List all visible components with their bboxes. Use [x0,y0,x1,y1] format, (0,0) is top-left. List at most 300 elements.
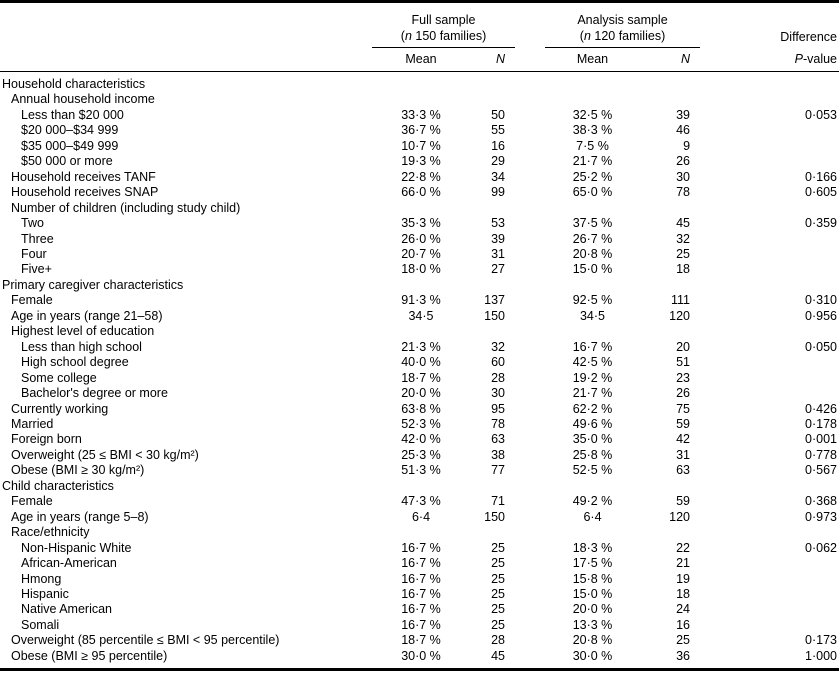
table-header [0,2,839,72]
row-label: Two [21,216,44,231]
cell-n-analysis: 18 [676,586,691,601]
cell-mean-full: 18·0 % [401,262,441,277]
cell-p-value: 0·368 [805,494,838,509]
cell-mean-analysis: 26·7 % [572,231,613,246]
cell-mean-full: 16·7 % [401,540,441,555]
cell-mean-analysis: 17·5 % [572,556,613,571]
row-label: Currently working [11,401,109,416]
table-row [0,72,839,93]
cell-mean-full: 20·7 % [401,246,441,261]
cell-n-analysis: 26 [676,154,691,169]
pvalue-header: P-value [700,48,839,72]
cell-n-analysis: 20 [676,339,691,354]
cell-p-value: 0·605 [805,185,838,200]
table-row [0,185,839,200]
row-label: $20 000–$34 999 [21,123,119,138]
cell-gap [515,72,545,93]
cell-mean-analysis: 13·3 % [572,617,613,632]
cell-n-analysis: 45 [676,216,691,231]
cell-mean-full [372,324,470,339]
cell-n-analysis: 63 [676,463,691,478]
row-label: Somali [21,617,60,632]
table-row [0,170,839,185]
row-label: Foreign born [11,432,82,447]
cell-p-value [700,587,839,602]
cell-mean-analysis: 16·7 % [572,339,613,354]
cell-gap [515,123,545,138]
cell-gap [515,432,545,447]
cell-gap [515,293,545,308]
cell-n-analysis: 120 [669,308,691,323]
cell-n-analysis: 32 [676,231,691,246]
cell-gap [515,417,545,432]
cell-p-value [700,201,839,216]
cell-n-full: 25 [491,540,505,555]
table-row [0,355,839,370]
cell-mean-analysis [545,92,640,107]
cell-mean-analysis [545,72,640,93]
cell-n-analysis: 24 [676,602,691,617]
cell-gap [515,541,545,556]
cell-n-analysis: 16 [676,617,691,632]
row-label: Household characteristics [2,77,146,91]
cell-mean-full: 33·3 % [401,107,441,122]
cell-p-value: 0·956 [805,308,838,323]
table-row [0,479,839,494]
table-row [0,633,839,648]
cell-p-value: 0·173 [805,633,838,648]
cell-mean-analysis: 21·7 % [572,154,613,169]
cell-n-analysis: 31 [676,447,691,462]
cell-mean-analysis [545,525,640,540]
difference-label: Difference [780,29,838,44]
cell-n-analysis: 75 [676,401,691,416]
cell-n-full: 29 [491,154,505,169]
cell-n-analysis: 111 [671,293,691,308]
cell-n-analysis: 42 [676,432,691,447]
cell-n-analysis: 30 [676,169,691,184]
table-row [0,324,839,339]
cell-p-value [700,479,839,494]
cell-mean-full [372,278,470,293]
col-difference [700,2,839,48]
row-label: Bachelor's degree or more [21,386,168,401]
row-label: High school degree [21,355,129,370]
cell-mean-full: 26·0 % [401,231,441,246]
cell-mean-full: 42·0 % [401,432,441,447]
table-row [0,247,839,262]
cell-mean-analysis: 65·0 % [572,185,613,200]
row-label: Married [11,416,54,431]
cell-n-full: 63 [491,432,505,447]
cell-mean-analysis: 35·0 % [572,432,613,447]
cell-n-analysis: 39 [676,107,691,122]
cell-mean-analysis: 21·7 % [572,386,613,401]
row-label: Age in years (range 21–58) [11,308,163,323]
cell-gap [515,479,545,494]
cell-p-value [700,602,839,617]
cell-mean-analysis [545,479,640,494]
row-label: Non-Hispanic White [21,540,132,555]
cell-p-value: 0·050 [805,339,838,354]
cell-n-full [470,278,515,293]
cell-mean-analysis: 7·5 % [576,138,609,153]
row-label: Highest level of education [11,324,155,339]
cell-mean-full: 36·7 % [401,123,441,138]
cell-p-value: 0·310 [805,293,838,308]
cell-p-value [700,386,839,401]
cell-gap [515,448,545,463]
cell-gap [515,649,545,670]
cell-p-value: 0·359 [805,216,838,231]
cell-gap [515,525,545,540]
cell-gap [515,278,545,293]
cell-mean-full: 91·3 % [401,293,441,308]
cell-p-value: 0·426 [805,401,838,416]
cell-n-full: 38 [491,447,505,462]
table-row [0,216,839,231]
cell-n-full: 60 [491,355,505,370]
table-row [0,293,839,308]
cell-n-full: 25 [491,571,505,586]
cell-p-value: 0·166 [805,169,838,184]
cell-n-analysis: 59 [676,494,691,509]
cell-n-analysis: 25 [676,246,691,261]
cell-gap [515,247,545,262]
subheader-row [0,48,839,72]
cell-n-full: 150 [484,308,505,323]
cell-n-full: 25 [491,586,505,601]
row-label: Overweight (85 percentile ≤ BMI < 95 percentile) [11,633,280,648]
cell-mean-full [372,72,470,93]
cell-p-value [700,154,839,169]
full-sample-n: (n 150 families) [400,29,487,43]
cell-gap [515,494,545,509]
cell-mean-full: 35·3 % [401,216,441,231]
cell-p-value [700,262,839,277]
cell-gap [515,216,545,231]
row-label: Three [21,231,54,246]
table-row [0,92,839,107]
cell-mean-analysis: 18·3 % [572,540,613,555]
cell-p-value: 0·053 [805,107,838,122]
cell-mean-analysis: 20·0 % [572,602,613,617]
cell-gap [515,618,545,633]
cell-mean-analysis: 15·0 % [572,262,613,277]
cell-n-full: 39 [491,231,505,246]
cell-gap [515,386,545,401]
cell-mean-full: 6·4 [411,509,431,524]
cell-mean-analysis: 20·8 % [572,633,613,648]
cell-mean-full: 20·0 % [401,386,441,401]
cell-p-value [700,247,839,262]
cell-p-value [700,139,839,154]
cell-mean-analysis: 37·5 % [572,216,613,231]
cell-n-full: 16 [491,138,505,153]
cell-n-analysis [640,324,700,339]
cell-mean-analysis [545,324,640,339]
cell-mean-analysis: 25·8 % [572,447,613,462]
subheader-spacer [0,48,372,72]
cell-n-full: 31 [491,246,505,261]
cell-n-analysis: 46 [676,123,691,138]
table-row [0,201,839,216]
cell-mean-full: 66·0 % [401,185,441,200]
cell-n-analysis [640,72,700,93]
cell-mean-analysis: 49·6 % [572,416,613,431]
cell-n-full: 53 [491,216,505,231]
cell-n-analysis: 59 [676,416,691,431]
table-row [0,232,839,247]
cell-mean-analysis: 49·2 % [572,494,613,509]
cell-n-full [470,72,515,93]
cell-p-value [700,572,839,587]
row-label: African-American [21,556,117,571]
row-label: Hmong [21,571,62,586]
cell-n-full [470,479,515,494]
full-sample-label: Full sample [411,13,476,27]
cell-n-full: 77 [491,463,505,478]
cell-mean-full: 34·5 [408,308,434,323]
cell-mean-analysis: 38·3 % [572,123,613,138]
table-row [0,108,839,123]
row-label: Primary caregiver characteristics [2,277,184,292]
table-row [0,386,839,401]
table-row [0,572,839,587]
group-header-row [0,2,839,48]
cell-n-full [470,324,515,339]
cell-p-value: 0·567 [805,463,838,478]
cell-mean-full: 21·3 % [401,339,441,354]
cell-gap [515,201,545,216]
col-group-full-sample [372,2,515,48]
cell-n-analysis [640,92,700,107]
cell-mean-full: 40·0 % [401,355,441,370]
analysis-sample-n: (n 120 families) [579,29,666,43]
cell-p-value [700,371,839,386]
cell-p-value: 0·973 [805,509,838,524]
cell-gap [515,587,545,602]
cell-gap [515,262,545,277]
cell-mean-full: 16·7 % [401,586,441,601]
table-row [0,309,839,324]
cell-gap [515,232,545,247]
header-spacer [0,2,372,48]
cell-mean-full: 63·8 % [401,401,441,416]
cell-n-full [470,525,515,540]
cell-p-value [700,556,839,571]
cell-n-full: 25 [491,602,505,617]
cell-p-value: 0·778 [805,447,838,462]
cell-mean-analysis: 32·5 % [572,107,613,122]
table-row [0,494,839,509]
analysis-sample-label: Analysis sample [577,13,668,27]
row-label: Hispanic [21,586,69,601]
cell-n-analysis: 23 [676,370,691,385]
cell-gap [515,154,545,169]
row-label: Child characteristics [2,478,114,493]
cell-gap [515,463,545,478]
cell-mean-analysis: 19·2 % [572,370,613,385]
cell-n-full: 34 [491,169,505,184]
cell-mean-full: 47·3 % [401,494,441,509]
mean-header-full: Mean [372,48,470,72]
cell-p-value [700,525,839,540]
cell-p-value [700,92,839,107]
cell-gap [515,92,545,107]
table-row [0,587,839,602]
cell-gap [515,170,545,185]
cell-gap [515,556,545,571]
cell-n-analysis: 19 [676,571,691,586]
n-header-full: N [470,48,515,72]
table-row [0,649,839,670]
cell-mean-full: 19·3 % [401,154,441,169]
cell-p-value: 0·062 [805,540,838,555]
row-label: Obese (BMI ≥ 95 percentile) [11,648,168,663]
cell-gap [515,340,545,355]
cell-n-analysis: 25 [676,633,691,648]
row-label: Household receives TANF [11,169,156,184]
cell-n-full [470,201,515,216]
cell-n-analysis [640,525,700,540]
cell-n-analysis: 21 [676,556,691,571]
table-row [0,463,839,478]
row-label: Overweight (25 ≤ BMI < 30 kg/m²) [11,447,199,462]
cell-gap [515,572,545,587]
cell-gap [515,185,545,200]
cell-n-analysis: 78 [676,185,691,200]
cell-mean-full: 16·7 % [401,556,441,571]
row-label: Household receives SNAP [11,185,159,200]
cell-p-value: 1·000 [805,648,838,663]
cell-mean-analysis: 15·8 % [572,571,613,586]
row-label: Female [11,494,53,509]
cell-mean-analysis: 62·2 % [572,401,613,416]
cell-n-full [470,92,515,107]
header-gap [515,2,545,48]
cell-n-analysis: 36 [676,648,691,663]
cell-mean-full [372,479,470,494]
row-label: Age in years (range 5–8) [11,509,149,524]
row-label: Native American [21,602,113,617]
cell-mean-analysis [545,278,640,293]
cell-gap [515,324,545,339]
cell-n-analysis: 51 [676,355,691,370]
table-row [0,525,839,540]
table-row [0,510,839,525]
col-group-analysis-sample [545,2,700,48]
cell-n-analysis: 120 [669,509,691,524]
table-row [0,417,839,432]
cell-n-full: 25 [491,556,505,571]
row-label: Race/ethnicity [11,525,90,540]
cell-mean-full [372,525,470,540]
table-row [0,123,839,138]
cell-n-full: 55 [491,123,505,138]
row-label: $35 000–$49 999 [21,138,119,153]
cell-mean-analysis: 25·2 % [572,169,613,184]
cell-p-value: 0·178 [805,416,838,431]
row-label: Four [21,246,47,261]
cell-p-value [700,278,839,293]
table-row [0,154,839,169]
cell-mean-full: 16·7 % [401,617,441,632]
cell-mean-full: 16·7 % [401,571,441,586]
row-label: Annual household income [11,92,155,107]
table-row [0,340,839,355]
cell-mean-analysis: 52·5 % [572,463,613,478]
cell-n-full: 137 [484,293,505,308]
cell-n-full: 32 [491,339,505,354]
cell-p-value [700,72,839,93]
cell-mean-analysis: 34·5 [579,308,606,323]
cell-gap [515,633,545,648]
row-label: Obese (BMI ≥ 30 kg/m²) [11,463,145,478]
mean-header-analysis: Mean [545,48,640,72]
cell-n-analysis [640,201,700,216]
table-row [0,262,839,277]
cell-n-full: 78 [491,416,505,431]
cell-n-full: 150 [484,509,505,524]
table-row [0,602,839,617]
table-row [0,556,839,571]
cell-n-full: 95 [491,401,505,416]
cell-gap [515,309,545,324]
cell-n-analysis: 22 [676,540,691,555]
cell-mean-full: 52·3 % [401,416,441,431]
row-label: $50 000 or more [21,154,113,169]
cell-n-full: 50 [491,107,505,122]
cell-n-analysis: 9 [683,138,691,153]
cell-p-value [700,324,839,339]
cell-mean-analysis: 30·0 % [572,648,613,663]
row-label: Less than $20 000 [21,107,124,122]
table-body [0,72,839,670]
table-row [0,402,839,417]
cell-mean-full: 18·7 % [401,633,441,648]
n-header-analysis: N [640,48,700,72]
cell-gap [515,602,545,617]
row-label: Number of children (including study child) [11,200,241,215]
cell-mean-full: 10·7 % [401,138,441,153]
table-row [0,541,839,556]
cell-mean-full: 18·7 % [401,370,441,385]
cell-mean-analysis [545,201,640,216]
table-row [0,139,839,154]
cell-p-value [700,123,839,138]
cell-n-full: 30 [491,386,505,401]
table-row [0,371,839,386]
table-row [0,448,839,463]
cell-p-value [700,618,839,633]
cell-n-full: 28 [491,370,505,385]
cell-mean-full: 16·7 % [401,602,441,617]
row-label: Female [11,293,53,308]
cell-p-value [700,355,839,370]
cell-p-value: 0·001 [805,432,838,447]
cell-gap [515,510,545,525]
cell-n-full: 71 [491,494,505,509]
cell-n-full: 45 [491,648,505,663]
cell-n-analysis: 26 [676,386,691,401]
cell-gap [515,108,545,123]
cell-n-full: 99 [491,185,505,200]
cell-mean-analysis: 6·4 [583,509,602,524]
table-row [0,278,839,293]
cell-n-full: 28 [491,633,505,648]
cell-gap [515,402,545,417]
